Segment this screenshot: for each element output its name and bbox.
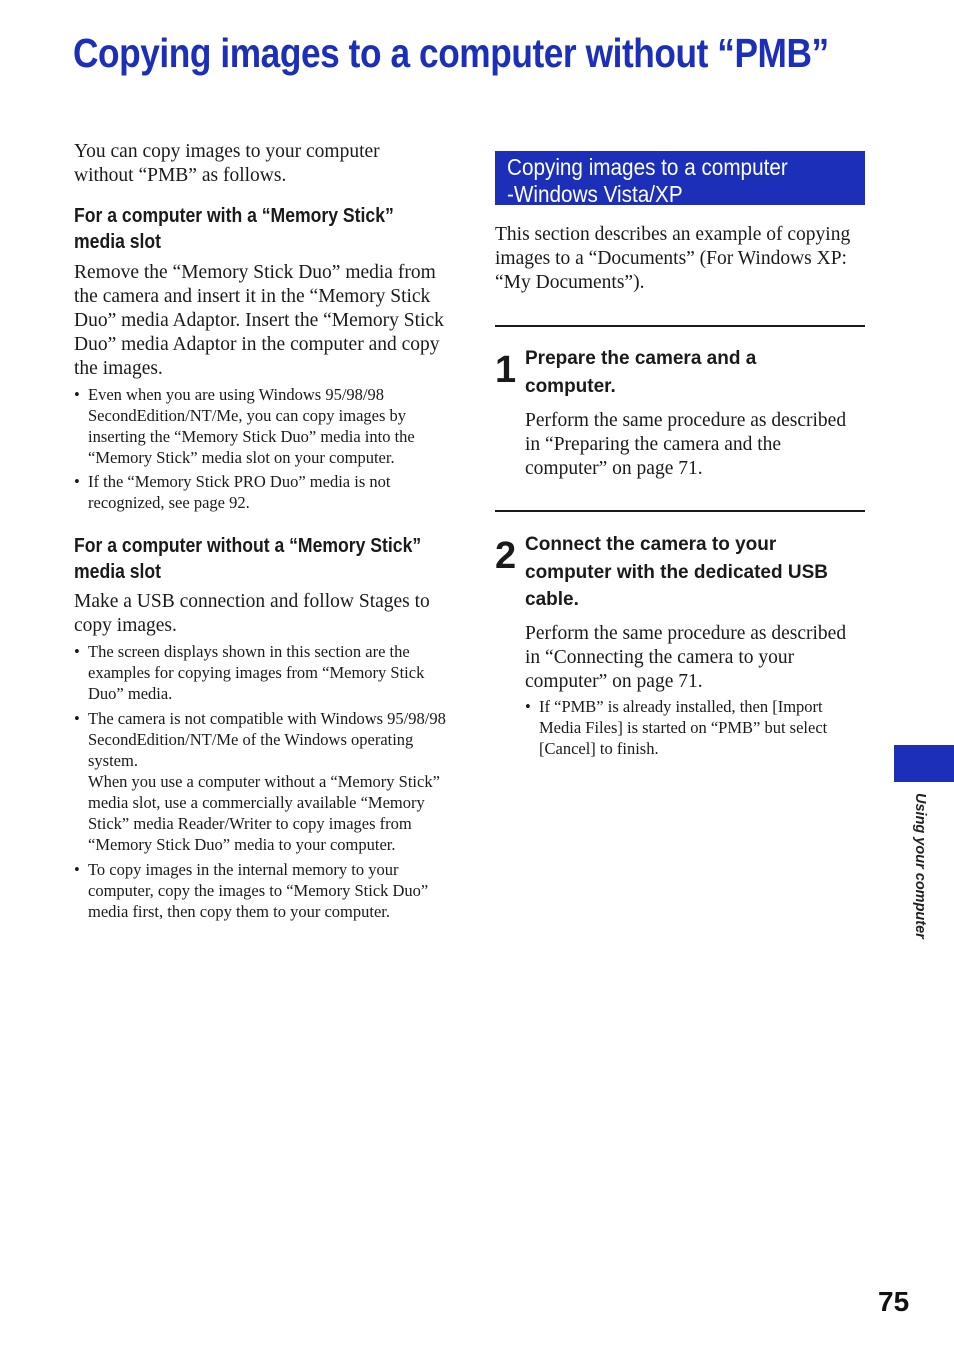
page-number: 75 [878, 1286, 910, 1317]
step-notes [525, 696, 865, 759]
section-body-memory-stick-slot: Remove the “Memory Stick Duo” media from the camera and insert it in the “Memory Stick Duo” media Adaptor. Insert the “Memory Stick Duo” media Adaptor in the computer and copy the images. [74, 262, 444, 379]
chapter-side-label [912, 793, 932, 963]
right-intro-text: This section describes an example of copying images to a “Documents” (For Windows XP: “My Documents”). [495, 224, 851, 293]
step-divider [495, 325, 865, 327]
notes-memory-stick-slot [74, 384, 446, 513]
list-item: • If the “Memory Stick PRO Duo” media is not recognized, see page 92. [74, 471, 446, 513]
step-2 [495, 531, 865, 759]
section-header-line-2: -Windows Vista/XP [507, 181, 683, 207]
step-title: Prepare the camera and a computer. [525, 348, 757, 397]
right-column [495, 151, 865, 759]
step-divider [495, 510, 865, 512]
list-item: • If “PMB” is already installed, then [Import Media Files] is started on “PMB” but select [Cancel] to finish. [525, 696, 865, 759]
list-item-text: The camera is not compatible with Windows 95/98/98 SecondEdition/NT/Me of the Windows operating system. [88, 709, 446, 770]
page-title: Copying images to a computer without “PMB” [73, 30, 829, 76]
list-item-continuation: When you use a computer without a “Memory Stick” media slot, use a commercially available “Memory Stick” media Reader/Writer to copy images from “Memory Stick Duo” media to your computer. [88, 772, 440, 854]
section-heading-memory-stick-slot: For a computer with a “Memory Stick” media slot [74, 205, 394, 253]
step-1 [495, 345, 865, 481]
left-column [74, 140, 446, 922]
section-header-line-1: Copying images to a computer [507, 154, 788, 180]
step-title: Connect the camera to your computer with the dedicated USB cable. [525, 534, 828, 610]
step-body: Perform the same procedure as described in “Connecting the camera to your computer” on page 71. [525, 622, 847, 692]
intro-text: You can copy images to your computer without “PMB” as follows. [74, 141, 380, 186]
chapter-tab [894, 745, 954, 782]
step-number: 2 [495, 535, 517, 577]
section-heading-no-memory-stick-slot: For a computer without a “Memory Stick” media slot [74, 535, 422, 583]
notes-no-memory-stick-slot [74, 641, 446, 922]
list-item: • The screen displays shown in this section are the examples for copying images from “Memory Stick Duo” media. [74, 641, 446, 704]
chapter-side-label-text: Using your computer [912, 793, 928, 939]
section-body-no-memory-stick-slot: Make a USB connection and follow Stages to copy images. [74, 591, 430, 636]
list-item: • Even when you are using Windows 95/98/98 SecondEdition/NT/Me, you can copy images by inserting the “Memory Stick Duo” media into the “Memory Stick” media slot on your computer. [74, 384, 446, 468]
section-header-windows-vista-xp [495, 151, 865, 205]
step-body: Perform the same procedure as described in “Preparing the camera and the computer” on page 71. [525, 410, 847, 479]
list-item [74, 708, 446, 855]
step-number: 1 [495, 349, 517, 391]
list-item: • To copy images in the internal memory to your computer, copy the images to “Memory Stick Duo” media first, then copy them to your computer. [74, 859, 446, 922]
